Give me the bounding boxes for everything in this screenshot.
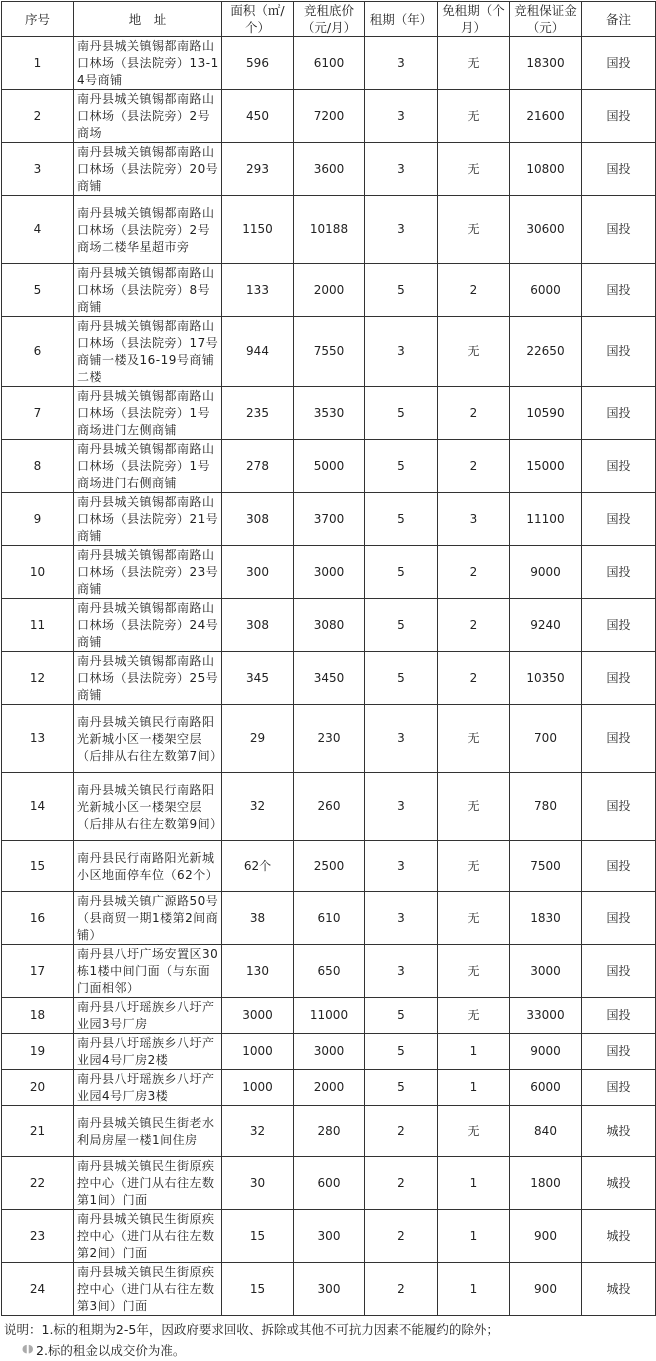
cell-area: 32 — [222, 1106, 294, 1157]
cell-note: 城投 — [582, 1157, 656, 1210]
cell-base-price: 300 — [294, 1210, 365, 1263]
cell-term: 5 — [365, 599, 438, 652]
cell-area: 300 — [222, 546, 294, 599]
cell-free-period: 2 — [438, 264, 510, 317]
cell-area: 1000 — [222, 1034, 294, 1070]
header-row — [2, 2, 656, 37]
cell-area: 3000 — [222, 998, 294, 1034]
table-row — [2, 705, 656, 773]
cell-deposit: 700 — [510, 705, 582, 773]
cell-term: 2 — [365, 1106, 438, 1157]
cell-address: 南丹县城关镇锡都南路山口林场（县法院旁）1号商场进门右侧商铺 — [74, 440, 222, 493]
cell-note: 国投 — [582, 37, 656, 90]
cell-term: 3 — [365, 37, 438, 90]
cell-address: 南丹县城关镇锡都南路山口林场（县法院旁）1号商场进门左侧商铺 — [74, 387, 222, 440]
cell-note: 国投 — [582, 546, 656, 599]
cell-address: 南丹县城关镇民生街原疾控中心（进门从右往左数第3间）门面 — [74, 1263, 222, 1316]
cell-area: 1000 — [222, 1070, 294, 1106]
cell-area: 944 — [222, 317, 294, 387]
cell-area: 62个 — [222, 841, 294, 892]
cell-area: 596 — [222, 37, 294, 90]
cell-term: 5 — [365, 998, 438, 1034]
cell-note: 国投 — [582, 841, 656, 892]
cell-address: 南丹县八圩瑶族乡八圩产业园4号厂房3楼 — [74, 1070, 222, 1106]
cell-term: 5 — [365, 652, 438, 705]
cell-free-period: 1 — [438, 1157, 510, 1210]
cell-index: 21 — [2, 1106, 74, 1157]
cell-deposit: 6000 — [510, 264, 582, 317]
cell-base-price: 600 — [294, 1157, 365, 1210]
table-row — [2, 90, 656, 143]
table-row — [2, 546, 656, 599]
cell-index: 3 — [2, 143, 74, 196]
table-row — [2, 599, 656, 652]
cell-area: 345 — [222, 652, 294, 705]
cell-term: 3 — [365, 143, 438, 196]
cell-base-price: 3000 — [294, 1034, 365, 1070]
cell-area: 15 — [222, 1263, 294, 1316]
cell-note: 国投 — [582, 317, 656, 387]
cell-deposit: 10350 — [510, 652, 582, 705]
cell-address: 南丹县城关镇锡都南路山口林场（县法院旁）17号商铺一楼及16-19号商铺二楼 — [74, 317, 222, 387]
table-row — [2, 387, 656, 440]
cell-index: 23 — [2, 1210, 74, 1263]
cell-term: 5 — [365, 440, 438, 493]
cell-term: 3 — [365, 945, 438, 998]
cell-index: 11 — [2, 599, 74, 652]
cell-deposit: 6000 — [510, 1070, 582, 1106]
cell-index: 4 — [2, 196, 74, 264]
table-row — [2, 841, 656, 892]
cell-area: 130 — [222, 945, 294, 998]
cell-area: 293 — [222, 143, 294, 196]
cell-index: 12 — [2, 652, 74, 705]
cell-free-period: 无 — [438, 90, 510, 143]
cell-note: 国投 — [582, 892, 656, 945]
footnote-2: 2.标的租金以成交价为准。 — [36, 1343, 186, 1358]
cell-free-period: 2 — [438, 652, 510, 705]
cell-base-price: 6100 — [294, 37, 365, 90]
cell-area: 308 — [222, 599, 294, 652]
cell-note: 国投 — [582, 440, 656, 493]
cell-term: 2 — [365, 1210, 438, 1263]
cell-term: 5 — [365, 1034, 438, 1070]
cell-address: 南丹县城关镇锡都南路山口林场（县法院旁）25号商铺 — [74, 652, 222, 705]
cell-area: 1150 — [222, 196, 294, 264]
cell-area: 278 — [222, 440, 294, 493]
cell-address: 南丹县城关镇广源路50号（县商贸一期1楼第2间商铺） — [74, 892, 222, 945]
table-row — [2, 143, 656, 196]
cell-note: 国投 — [582, 143, 656, 196]
cell-term: 2 — [365, 1157, 438, 1210]
cell-index: 5 — [2, 264, 74, 317]
cell-base-price: 280 — [294, 1106, 365, 1157]
cell-address: 南丹县城关镇锡都南路山口林场（县法院旁）13-14号商铺 — [74, 37, 222, 90]
table-row — [2, 1106, 656, 1157]
cell-base-price: 5000 — [294, 440, 365, 493]
cell-deposit: 7500 — [510, 841, 582, 892]
header-base-price: 竞租底价（元/月） — [294, 2, 365, 37]
cell-free-period: 2 — [438, 546, 510, 599]
cell-free-period: 2 — [438, 440, 510, 493]
cell-note: 国投 — [582, 493, 656, 546]
footnote-1: 说明：1.标的租期为2-5年，因政府要求回收、拆除或其他不可抗力因素不能履约的除外； — [4, 1322, 499, 1337]
cell-area: 235 — [222, 387, 294, 440]
cell-base-price: 300 — [294, 1263, 365, 1316]
table-row — [2, 998, 656, 1034]
cell-index: 18 — [2, 998, 74, 1034]
cell-free-period: 无 — [438, 196, 510, 264]
cell-index: 20 — [2, 1070, 74, 1106]
cell-term: 5 — [365, 493, 438, 546]
cell-note: 国投 — [582, 945, 656, 998]
cell-address: 南丹县城关镇民生街老水利局房屋一楼1间住房 — [74, 1106, 222, 1157]
cell-free-period: 无 — [438, 37, 510, 90]
cell-address: 南丹县城关镇民生街原疾控中心（进门从右往左数第2间）门面 — [74, 1210, 222, 1263]
cell-deposit: 15000 — [510, 440, 582, 493]
cell-deposit: 30600 — [510, 196, 582, 264]
cell-note: 国投 — [582, 773, 656, 841]
cell-note: 城投 — [582, 1263, 656, 1316]
table-row — [2, 1210, 656, 1263]
cell-index: 7 — [2, 387, 74, 440]
header-free-period: 免租期（个月） — [438, 2, 510, 37]
cell-deposit: 10800 — [510, 143, 582, 196]
cell-area: 29 — [222, 705, 294, 773]
cell-index: 24 — [2, 1263, 74, 1316]
cell-note: 国投 — [582, 264, 656, 317]
cell-area: 38 — [222, 892, 294, 945]
cell-deposit: 1830 — [510, 892, 582, 945]
cell-base-price: 650 — [294, 945, 365, 998]
cell-base-price: 3530 — [294, 387, 365, 440]
table-row — [2, 652, 656, 705]
table-row — [2, 264, 656, 317]
cell-base-price: 10188 — [294, 196, 365, 264]
cell-address: 南丹县城关镇民生街原疾控中心（进门从右往左数第1间）门面 — [74, 1157, 222, 1210]
cell-area: 30 — [222, 1157, 294, 1210]
cell-base-price: 11000 — [294, 998, 365, 1034]
header-index: 序号 — [2, 2, 74, 37]
table-row — [2, 37, 656, 90]
cell-deposit: 33000 — [510, 998, 582, 1034]
cell-term: 5 — [365, 264, 438, 317]
cell-free-period: 1 — [438, 1034, 510, 1070]
cell-note: 国投 — [582, 387, 656, 440]
cell-index: 1 — [2, 37, 74, 90]
cell-free-period: 1 — [438, 1210, 510, 1263]
cell-address: 南丹县城关镇民行南路阳光新城小区一楼架空层（后排从右往左数第9间） — [74, 773, 222, 841]
table-row — [2, 493, 656, 546]
cell-index: 2 — [2, 90, 74, 143]
cell-index: 9 — [2, 493, 74, 546]
cell-deposit: 900 — [510, 1263, 582, 1316]
cell-note: 国投 — [582, 998, 656, 1034]
cell-address: 南丹县八圩瑶族乡八圩产业园4号厂房2楼 — [74, 1034, 222, 1070]
cell-deposit: 9000 — [510, 1034, 582, 1070]
cell-address: 南丹县城关镇锡都南路山口林场（县法院旁）2号商场 — [74, 90, 222, 143]
cell-base-price: 3080 — [294, 599, 365, 652]
cell-base-price: 2500 — [294, 841, 365, 892]
watermark-logo: ◖◗ — [22, 1342, 34, 1355]
cell-address: 南丹县八圩广场安置区30栋1楼中间门面（与东面门面相邻） — [74, 945, 222, 998]
cell-deposit: 10590 — [510, 387, 582, 440]
cell-term: 5 — [365, 546, 438, 599]
cell-note: 国投 — [582, 1070, 656, 1106]
table-row — [2, 1034, 656, 1070]
cell-index: 19 — [2, 1034, 74, 1070]
cell-index: 10 — [2, 546, 74, 599]
cell-base-price: 610 — [294, 892, 365, 945]
cell-free-period: 无 — [438, 1106, 510, 1157]
cell-term: 3 — [365, 90, 438, 143]
cell-term: 5 — [365, 1070, 438, 1106]
cell-address: 南丹县城关镇民行南路阳光新城小区一楼架空层（后排从右往左数第7间） — [74, 705, 222, 773]
cell-term: 2 — [365, 1263, 438, 1316]
cell-term: 3 — [365, 196, 438, 264]
cell-deposit: 780 — [510, 773, 582, 841]
cell-term: 3 — [365, 705, 438, 773]
table-row — [2, 1157, 656, 1210]
table-row — [2, 440, 656, 493]
header-term: 租期（年） — [365, 2, 438, 37]
cell-deposit: 1800 — [510, 1157, 582, 1210]
cell-base-price: 7200 — [294, 90, 365, 143]
cell-note: 国投 — [582, 652, 656, 705]
cell-address: 南丹县民行南路阳光新城小区地面停车位（62个） — [74, 841, 222, 892]
cell-term: 5 — [365, 387, 438, 440]
cell-address: 南丹县城关镇锡都南路山口林场（县法院旁）21号商铺 — [74, 493, 222, 546]
cell-term: 3 — [365, 773, 438, 841]
table-row — [2, 317, 656, 387]
cell-deposit: 3000 — [510, 945, 582, 998]
cell-area: 15 — [222, 1210, 294, 1263]
cell-address: 南丹县城关镇锡都南路山口林场（县法院旁）8号商铺 — [74, 264, 222, 317]
cell-base-price: 2000 — [294, 264, 365, 317]
footnotes — [0, 1316, 656, 1361]
cell-index: 15 — [2, 841, 74, 892]
table-row — [2, 945, 656, 998]
cell-index: 14 — [2, 773, 74, 841]
cell-index: 6 — [2, 317, 74, 387]
cell-index: 13 — [2, 705, 74, 773]
cell-deposit: 11100 — [510, 493, 582, 546]
cell-deposit: 21600 — [510, 90, 582, 143]
cell-base-price: 3700 — [294, 493, 365, 546]
cell-index: 22 — [2, 1157, 74, 1210]
cell-area: 32 — [222, 773, 294, 841]
cell-note: 城投 — [582, 1210, 656, 1263]
cell-free-period: 无 — [438, 143, 510, 196]
cell-base-price: 7550 — [294, 317, 365, 387]
cell-free-period: 无 — [438, 998, 510, 1034]
cell-term: 3 — [365, 892, 438, 945]
cell-area: 450 — [222, 90, 294, 143]
cell-term: 3 — [365, 841, 438, 892]
cell-deposit: 9000 — [510, 546, 582, 599]
cell-free-period: 2 — [438, 599, 510, 652]
cell-free-period: 无 — [438, 892, 510, 945]
cell-area: 308 — [222, 493, 294, 546]
cell-index: 17 — [2, 945, 74, 998]
cell-address: 南丹县城关镇锡都南路山口林场（县法院旁）20号商铺 — [74, 143, 222, 196]
cell-base-price: 3000 — [294, 546, 365, 599]
cell-deposit: 22650 — [510, 317, 582, 387]
cell-deposit: 18300 — [510, 37, 582, 90]
cell-base-price: 260 — [294, 773, 365, 841]
cell-note: 国投 — [582, 196, 656, 264]
cell-free-period: 1 — [438, 1263, 510, 1316]
cell-base-price: 230 — [294, 705, 365, 773]
cell-free-period: 3 — [438, 493, 510, 546]
table-row — [2, 196, 656, 264]
cell-address: 南丹县城关镇锡都南路山口林场（县法院旁）23号商铺 — [74, 546, 222, 599]
cell-note: 国投 — [582, 90, 656, 143]
cell-note: 城投 — [582, 1106, 656, 1157]
cell-note: 国投 — [582, 705, 656, 773]
lease-table — [1, 1, 656, 1316]
cell-free-period: 1 — [438, 1070, 510, 1106]
cell-note: 国投 — [582, 599, 656, 652]
header-address: 地 址 — [74, 2, 222, 37]
table-row — [2, 1070, 656, 1106]
cell-address: 南丹县城关镇锡都南路山口林场（县法院旁）2号商场二楼华星超市旁 — [74, 196, 222, 264]
cell-base-price: 3600 — [294, 143, 365, 196]
header-deposit: 竞租保证金（元） — [510, 2, 582, 37]
cell-deposit: 840 — [510, 1106, 582, 1157]
cell-index: 8 — [2, 440, 74, 493]
cell-free-period: 2 — [438, 387, 510, 440]
cell-free-period: 无 — [438, 841, 510, 892]
cell-free-period: 无 — [438, 705, 510, 773]
table-row — [2, 1263, 656, 1316]
cell-area: 133 — [222, 264, 294, 317]
cell-deposit: 9240 — [510, 599, 582, 652]
cell-index: 16 — [2, 892, 74, 945]
cell-base-price: 3450 — [294, 652, 365, 705]
cell-term: 3 — [365, 317, 438, 387]
cell-free-period: 无 — [438, 773, 510, 841]
cell-deposit: 900 — [510, 1210, 582, 1263]
table-row — [2, 773, 656, 841]
cell-note: 国投 — [582, 1034, 656, 1070]
table-row — [2, 892, 656, 945]
cell-address: 南丹县城关镇锡都南路山口林场（县法院旁）24号商铺 — [74, 599, 222, 652]
header-note: 备注 — [582, 2, 656, 37]
cell-free-period: 无 — [438, 945, 510, 998]
cell-address: 南丹县八圩瑶族乡八圩产业园3号厂房 — [74, 998, 222, 1034]
header-area: 面积（㎡/个） — [222, 2, 294, 37]
cell-free-period: 无 — [438, 317, 510, 387]
cell-base-price: 2000 — [294, 1070, 365, 1106]
